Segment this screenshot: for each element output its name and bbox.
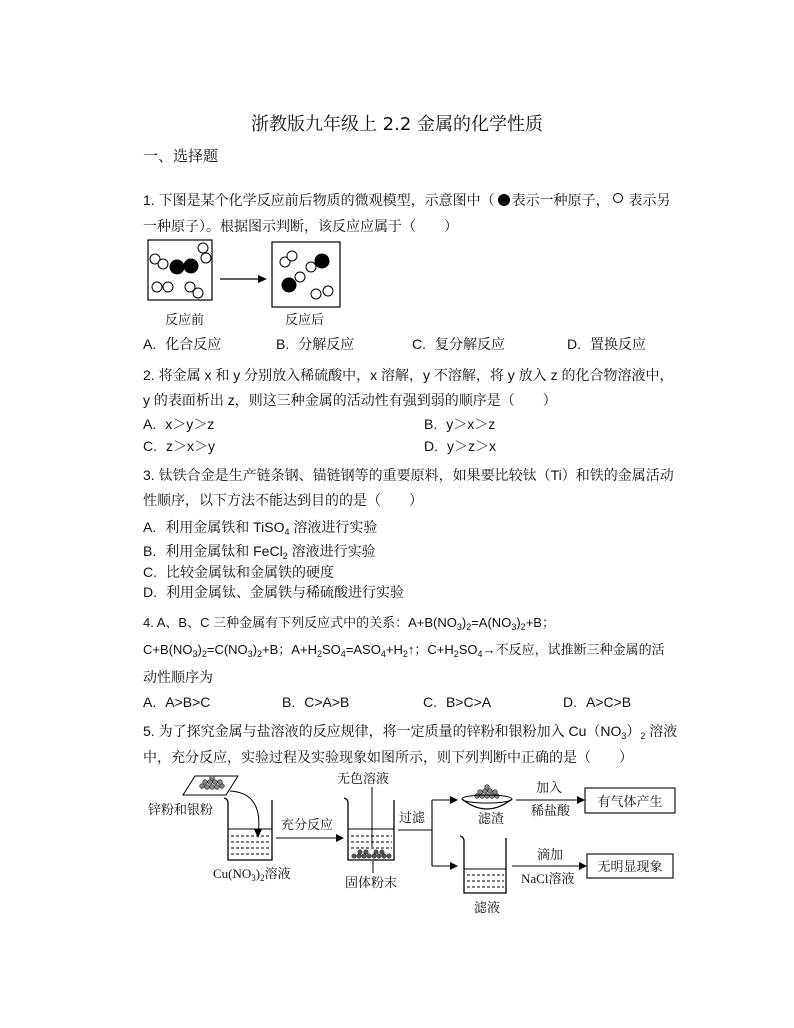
q1-stem-text: 表示另 xyxy=(624,192,671,208)
powder-particle xyxy=(387,854,391,858)
label-part: ) xyxy=(255,866,261,881)
pour-arrow-head xyxy=(254,829,262,838)
powder-particle xyxy=(367,854,371,858)
powder-particle xyxy=(210,776,215,781)
option-text: A>B>C xyxy=(165,694,211,710)
q3-option-c xyxy=(143,562,334,582)
subscript: 4 xyxy=(340,649,346,659)
powder-particle xyxy=(475,794,480,799)
beaker-2-solution xyxy=(348,829,394,848)
q4-option-b xyxy=(282,692,349,712)
react-arrow-head xyxy=(336,834,344,842)
option-text: 溶液进行实验 xyxy=(289,519,378,535)
option-text: 溶液进行实验 xyxy=(287,543,376,559)
page-title: 浙教版九年级上 2.2 金属的化学性质 xyxy=(250,114,544,135)
q3-option-b xyxy=(143,541,376,561)
beaker-3-solution xyxy=(464,869,506,887)
filtrate-label: 滤液 xyxy=(474,900,501,915)
open-atom xyxy=(201,253,211,263)
option-text: C>A>B xyxy=(304,694,350,710)
q4-text: ) xyxy=(252,642,258,657)
filled-atom xyxy=(184,259,199,274)
pour-arrow xyxy=(230,791,259,835)
hcl-label: 稀盐酸 xyxy=(531,803,571,818)
option-label: A. xyxy=(143,694,157,710)
powder-particle xyxy=(357,854,361,858)
before-label: 反应前 xyxy=(165,312,205,327)
powder-particle xyxy=(490,794,495,799)
beaker-3 xyxy=(460,836,506,893)
q2-option-a xyxy=(143,414,214,434)
q1-option-b xyxy=(276,334,354,354)
q2-stem-line-1: 2. 将金属 x 和 y 分别放入稀硫酸中，x 溶解，y 不溶解，将 y 放入 z 的化合物溶液中， xyxy=(143,367,674,383)
subscript: 3 xyxy=(621,731,627,741)
powder-particle xyxy=(377,854,381,858)
subscript: 3 xyxy=(251,873,256,883)
option-label: D. xyxy=(424,438,438,454)
q3-stem-line-2: 性顺序，以下方法不能达到目的的是（ ） xyxy=(143,492,423,508)
q4-stem-line-2 xyxy=(143,640,665,660)
reaction-model-diagram xyxy=(140,235,350,330)
q5-text: 溶液 xyxy=(645,723,678,739)
option-label: D. xyxy=(563,694,577,710)
option-label: C. xyxy=(412,336,426,352)
q4-option-a xyxy=(143,692,210,712)
react-label: 充分反应 xyxy=(281,817,334,832)
open-atom-icon xyxy=(613,193,623,203)
q1-option-a xyxy=(143,334,221,354)
powder-particle xyxy=(382,854,386,858)
residue-arrow-head xyxy=(450,796,458,804)
add-label: 加入 xyxy=(536,780,563,795)
open-atom xyxy=(323,286,333,296)
q4-text: +B； xyxy=(525,615,555,630)
option-label: B. xyxy=(424,416,438,432)
q3-stem-line-1: 3. 钛铁合金是生产链条钢、锚链钢等的重要原料，如果要比较钛（Ti）和铁的金属活动 xyxy=(143,467,674,483)
metal-powder-pile xyxy=(200,776,225,790)
option-text: 比较金属钛和金属铁的硬度 xyxy=(166,564,334,580)
zinc-silver-powder-label: 锌粉和银粉 xyxy=(148,802,214,817)
filled-atom-icon xyxy=(498,194,510,206)
filled-atom xyxy=(315,254,330,269)
q2-option-c xyxy=(143,436,215,456)
q4-stem-line-1 xyxy=(143,613,555,633)
option-label: C. xyxy=(143,438,157,454)
option-text: z＞x＞y xyxy=(166,438,215,454)
option-text: B>C>A xyxy=(446,694,492,710)
q2-stem-line-2: y 的表面析出 z，则这三种金属的活动性有强到弱的顺序是（ ） xyxy=(143,392,557,408)
subscript: 3 xyxy=(511,622,517,632)
option-label: B. xyxy=(143,543,157,559)
q1-option-d xyxy=(567,334,646,354)
evaporating-dish xyxy=(462,799,512,809)
q4-option-d xyxy=(563,692,631,712)
powder-particle xyxy=(485,785,490,790)
powder-particle xyxy=(218,780,223,785)
powder-particle xyxy=(205,785,210,790)
q4-text: 4. A、B、C 三种金属有下列反应式中的关系：A+B(NO xyxy=(143,615,457,630)
q3-option-a xyxy=(143,517,377,537)
solid-powder-label: 固体粉末 xyxy=(345,875,398,890)
no-change-result-text: 无明显现象 xyxy=(597,859,663,874)
q1-stem-line-2: 一种原子）。根据图示判断，该反应应属于（ ） xyxy=(143,218,458,234)
q1-stem-text: 1. 下图是某个化学反应前后物质的微观模型，示意图中（ xyxy=(143,192,495,208)
experiment-flow-diagram xyxy=(140,765,685,920)
q4-text: ↑；C+H xyxy=(407,642,454,657)
powder-particle xyxy=(215,785,220,790)
option-text: 利用金属钛和 FeCl xyxy=(165,543,283,559)
subscript: 2 xyxy=(640,731,646,741)
q5-text: 5. 为了探究金属与盐溶液的反应规律，将一定质量的锌粉和银粉加入 Cu（NO xyxy=(143,723,622,739)
q4-text: ) xyxy=(516,615,521,630)
subscript: 2 xyxy=(260,873,265,883)
subscript: 4 xyxy=(284,527,290,537)
q4-text: =ASO xyxy=(345,642,381,657)
label-part: 溶液 xyxy=(264,866,291,881)
nacl-arrow-head xyxy=(579,862,587,870)
option-label: D. xyxy=(143,584,157,600)
powder-particle xyxy=(493,790,498,795)
subscript: 2 xyxy=(402,649,408,659)
powder-particle xyxy=(364,850,368,854)
q2-option-d xyxy=(424,436,496,456)
open-atom xyxy=(158,259,168,269)
after-label: 反应后 xyxy=(285,312,325,327)
filter-label: 过滤 xyxy=(399,810,426,825)
option-text: y＞x＞z xyxy=(446,416,496,432)
powder-particle xyxy=(200,784,205,789)
subscript: 2 xyxy=(201,649,207,659)
subscript: 2 xyxy=(466,622,472,632)
powder-particle xyxy=(213,780,218,785)
option-label: D. xyxy=(567,336,581,352)
q5-text: ） xyxy=(626,723,641,739)
open-atom xyxy=(198,243,208,253)
powder-particle xyxy=(380,850,384,854)
subscript: 3 xyxy=(456,622,462,632)
powder-particle xyxy=(352,854,356,858)
powder-particle xyxy=(210,785,215,790)
subscript: 4 xyxy=(477,649,483,659)
gas-result-text: 有气体产生 xyxy=(597,794,663,809)
drop-label: 滴加 xyxy=(537,847,564,862)
open-atom xyxy=(163,282,173,292)
open-atom xyxy=(295,272,305,282)
q4-text: +H xyxy=(385,642,403,657)
residue-label: 滤渣 xyxy=(478,811,505,826)
reaction-arrow-head xyxy=(258,275,267,283)
subscript: 2 xyxy=(316,649,322,659)
option-text: 分解反应 xyxy=(298,336,355,352)
solid-powder xyxy=(352,850,391,858)
section-heading: 一、选择题 xyxy=(143,148,219,165)
q4-option-c xyxy=(423,692,491,712)
powder-particle xyxy=(203,780,208,785)
q1-stem-line-1 xyxy=(143,190,670,210)
powder-particle xyxy=(374,850,378,854)
subscript: 2 xyxy=(453,649,459,659)
q4-text: ) xyxy=(461,615,467,630)
subscript: 3 xyxy=(192,649,198,659)
open-atom xyxy=(311,289,321,299)
powder-particle xyxy=(478,790,483,795)
after-reaction-box xyxy=(272,242,340,307)
option-label: A. xyxy=(143,519,157,535)
option-text: 化合反应 xyxy=(165,336,222,352)
q4-text: →不反应，试推断三种金属的活 xyxy=(482,642,665,657)
option-text: 置换反应 xyxy=(590,336,646,352)
option-text: 利用金属钛、金属铁与稀硫酸进行实验 xyxy=(166,584,404,600)
q5-stem-line-2: 中，充分反应，实验过程及实验现象如图所示，则下列判断中正确的是（ ） xyxy=(143,749,633,765)
residue-particles xyxy=(475,785,500,799)
option-label: A. xyxy=(143,416,157,432)
open-atom xyxy=(287,251,297,261)
cu-nitrate-solution-label xyxy=(213,866,291,883)
nacl-label: NaCl溶液 xyxy=(521,871,575,886)
option-label: A. xyxy=(143,336,157,352)
subscript: 2 xyxy=(520,622,526,632)
option-label: C. xyxy=(143,564,157,580)
option-text: 复分解反应 xyxy=(435,336,505,352)
powder-particle xyxy=(488,789,493,794)
filled-atom xyxy=(282,278,297,293)
option-label: B. xyxy=(276,336,290,352)
q4-text: SO xyxy=(458,642,478,657)
colorless-solution-label: 无色溶液 xyxy=(337,771,390,786)
q4-text: C+B(NO xyxy=(143,642,193,657)
label-part: Cu(NO xyxy=(213,866,252,881)
beaker-1-solution xyxy=(228,829,272,854)
powder-particle xyxy=(485,794,490,799)
filled-atom xyxy=(170,260,185,275)
q4-stem-line-3: 动性顺序为 xyxy=(143,669,213,685)
subscript: 2 xyxy=(257,649,263,659)
before-filled-molecule xyxy=(170,259,199,275)
open-atom xyxy=(152,282,162,292)
q4-text: =C(NO xyxy=(206,642,248,657)
q4-text: ) xyxy=(197,642,202,657)
powder-particle xyxy=(372,854,376,858)
option-text: x＞y＞z xyxy=(165,416,215,432)
powder-particle xyxy=(358,850,362,854)
q1-option-c xyxy=(412,334,505,354)
open-atom xyxy=(306,262,316,272)
powder-particle xyxy=(362,854,366,858)
q4-text: +B；A+H xyxy=(262,642,317,657)
subscript: 3 xyxy=(247,649,253,659)
option-label: C. xyxy=(423,694,437,710)
subscript: 2 xyxy=(282,551,288,561)
option-text: y＞z＞x xyxy=(447,438,496,454)
option-text: A>C>B xyxy=(586,694,632,710)
open-atom xyxy=(193,288,203,298)
q4-text: =A(NO xyxy=(471,615,512,630)
q1-stem-text: 表示一种原子， xyxy=(511,192,610,208)
filtrate-arrow-head xyxy=(450,862,458,870)
option-label: B. xyxy=(282,694,296,710)
q4-text: SO xyxy=(321,642,341,657)
q3-option-d xyxy=(143,582,404,602)
q5-stem-line-1 xyxy=(143,721,677,741)
subscript: 4 xyxy=(380,649,386,659)
acid-arrow-head xyxy=(577,796,585,804)
q2-option-b xyxy=(424,414,495,434)
option-text: 利用金属铁和 TiSO xyxy=(165,519,285,535)
